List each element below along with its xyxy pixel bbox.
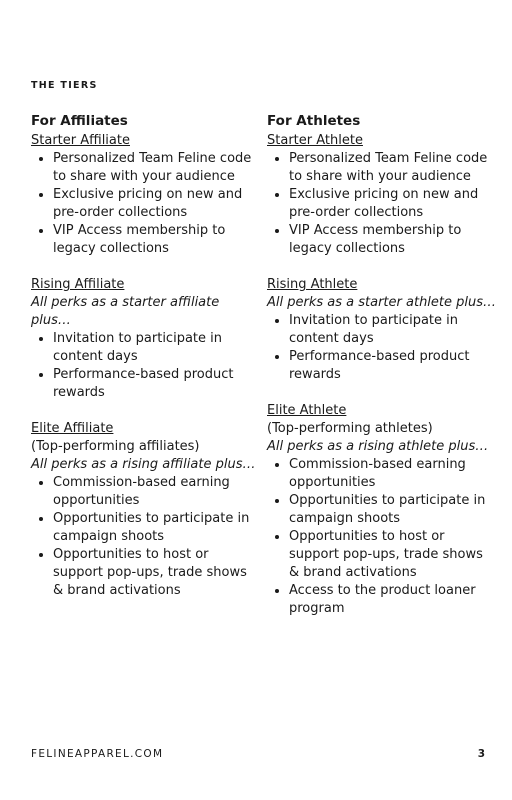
footer-website[interactable]: FELINEAPPAREL.COM xyxy=(31,748,164,760)
perk-item: • Personalized Team Feline code to share with your audience xyxy=(289,150,497,186)
tier-block xyxy=(267,276,497,384)
perk-item: • Exclusive pricing on new and pre-order collections xyxy=(289,186,497,222)
column-title: For Athletes xyxy=(267,113,361,129)
perk-item: • Commission-based earning opportunities xyxy=(289,456,497,492)
perk-item: • Opportunities to participate in campaign shoots xyxy=(289,492,497,528)
perk-item: • Performance-based product rewards xyxy=(53,366,256,402)
tier-name: Starter Athlete xyxy=(267,133,363,148)
tier-note: All perks as a starter affiliate plus… xyxy=(31,295,220,328)
perk-list xyxy=(267,150,497,258)
perk-list xyxy=(267,312,497,384)
perk-item: • Invitation to participate in content days xyxy=(289,312,497,348)
perk-item: • Commission-based earning opportunities xyxy=(53,474,256,510)
tier-block xyxy=(267,132,497,258)
tier-name: Rising Athlete xyxy=(267,277,358,292)
perk-list xyxy=(267,456,497,618)
perk-list xyxy=(31,330,256,402)
perk-list xyxy=(31,150,256,258)
tier-block xyxy=(31,132,256,258)
tier-name: Elite Athlete xyxy=(267,403,347,418)
tier-note: All perks as a rising athlete plus… xyxy=(267,439,489,454)
perk-item: • Opportunities to participate in campaign shoots xyxy=(53,510,256,546)
column-title: For Affiliates xyxy=(31,113,128,129)
tier-subtitle: (Top-performing affiliates) xyxy=(31,439,200,454)
perk-item: • Invitation to participate in content days xyxy=(53,330,256,366)
perk-item: • VIP Access membership to legacy collections xyxy=(53,222,256,258)
section-label: THE TIERS xyxy=(31,80,98,91)
tier-note: All perks as a starter athlete plus… xyxy=(267,295,497,310)
tier-block xyxy=(31,276,256,402)
tier-block xyxy=(31,420,256,600)
perk-item: • Opportunities to host or support pop-ups, trade shows & brand activations xyxy=(289,528,497,582)
affiliates-column xyxy=(31,112,256,618)
page-number: 3 xyxy=(477,748,485,760)
perk-item: • Opportunities to host or support pop-ups, trade shows & brand activations xyxy=(53,546,256,600)
tier-note: All perks as a rising affiliate plus… xyxy=(31,457,256,472)
tier-block xyxy=(267,402,497,618)
tier-name: Elite Affiliate xyxy=(31,421,114,436)
tier-name: Starter Affiliate xyxy=(31,133,130,148)
perk-item: • Exclusive pricing on new and pre-order collections xyxy=(53,186,256,222)
athletes-column xyxy=(267,112,497,636)
perk-item: • Access to the product loaner program xyxy=(289,582,497,618)
tier-subtitle: (Top-performing athletes) xyxy=(267,421,433,436)
perk-list xyxy=(31,474,256,600)
perk-item: • Personalized Team Feline code to share with your audience xyxy=(53,150,256,186)
perk-item: • VIP Access membership to legacy collections xyxy=(289,222,497,258)
tier-name: Rising Affiliate xyxy=(31,277,125,292)
perk-item: • Performance-based product rewards xyxy=(289,348,497,384)
